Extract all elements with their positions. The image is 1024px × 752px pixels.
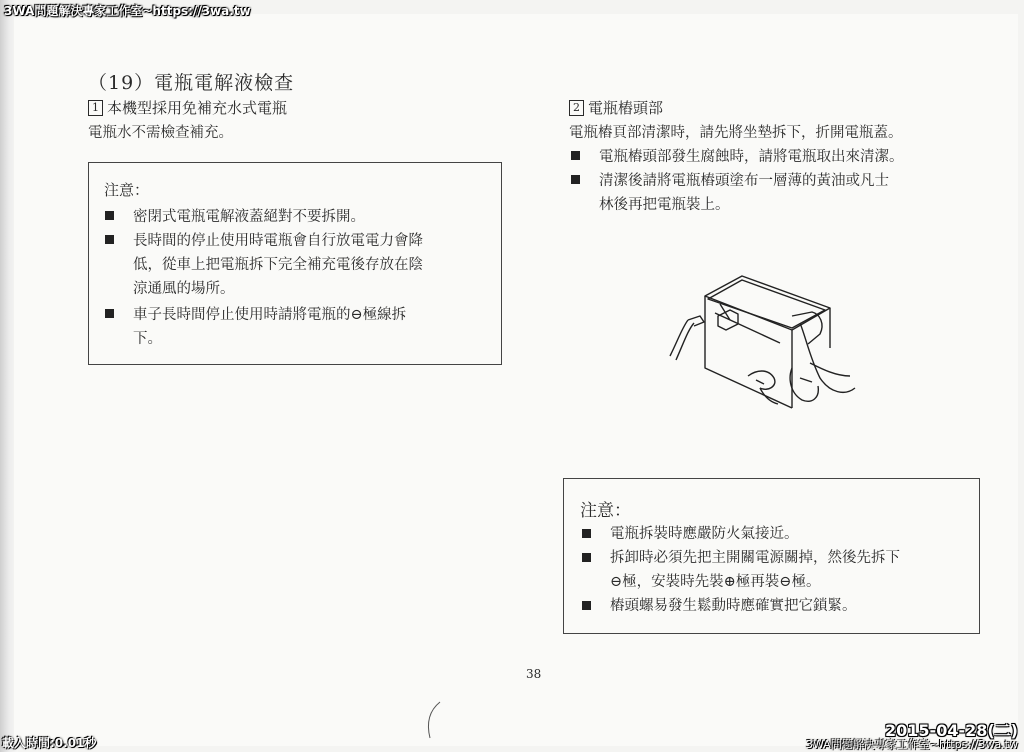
notice-left-line-3: 低，從車上把電瓶拆下完全補充電後存放在陰 — [133, 257, 423, 273]
notice-right-line-2: 拆卸時必須先把主開關電源關掉，然後先拆下 — [610, 550, 900, 566]
section2-heading — [569, 97, 663, 118]
section2-heading-text: 電瓶樁頭部 — [588, 99, 664, 117]
page-title: （19）電瓶電解液檢查 — [88, 72, 295, 94]
bullet-square — [105, 235, 114, 244]
notice-left-line-1: 密閉式電瓶電解液蓋絕對不要拆開。 — [133, 209, 365, 225]
notice-left-line-5: 車子長時間停止使用時請將電瓶的⊖極線拆 — [133, 307, 407, 323]
section2-line-4: 林後再把電瓶裝上。 — [599, 197, 730, 213]
battery-terminal-illustration — [660, 268, 860, 418]
notice-title-right: 注意： — [580, 501, 631, 521]
bullet-square — [105, 211, 114, 220]
page-curl-mark — [420, 700, 450, 740]
notice-right-line-1: 電瓶拆裝時應嚴防火氣接近。 — [610, 526, 799, 542]
section2-line-2: 電瓶樁頭部發生腐蝕時，請將電瓶取出來清潔。 — [599, 149, 904, 165]
section1-text: 電瓶水不需檢查補充。 — [88, 125, 233, 141]
notice-title-left: 注意： — [104, 181, 150, 199]
section1-number-box: 1 — [88, 100, 103, 116]
section2-line-1: 電瓶樁頁部清潔時，請先將坐墊拆下，折開電瓶蓋。 — [569, 125, 903, 141]
notice-right-line-3: ⊖極，安裝時先裝⊕極再裝⊖極。 — [610, 574, 821, 590]
bullet-square — [582, 529, 591, 538]
notice-left-line-4: 涼通風的場所。 — [133, 281, 235, 297]
notice-left-line-6: 下。 — [133, 331, 162, 347]
bullet-square — [571, 175, 580, 184]
notice-left-line-2: 長時間的停止使用時電瓶會自行放電電力會降 — [133, 233, 423, 249]
section2-line-3: 清潔後請將電瓶樁頭塗布一層薄的黃油或凡士 — [599, 173, 889, 189]
notice-right-line-4: 樁頭螺易發生鬆動時應確實把它鎖緊。 — [610, 598, 857, 614]
section1-heading — [88, 97, 287, 118]
bullet-square — [105, 309, 114, 318]
bullet-square — [582, 601, 591, 610]
bullet-square — [582, 553, 591, 562]
bullet-square — [571, 151, 580, 160]
load-time-label: 載入時間:0.01秒 — [2, 736, 97, 750]
notice-box-right — [563, 478, 980, 634]
notice-box-left — [88, 162, 502, 365]
page-number: 38 — [526, 667, 542, 681]
watermark-top: 3WA問題解決專家工作室~https://3wa.tw — [4, 4, 251, 18]
watermark-bottom: 3WA問題解決專家工作室~https://3wa.tw — [806, 738, 1018, 751]
section1-heading-text: 本機型採用免補充水式電瓶 — [107, 99, 288, 117]
date-stamp: 2015-04-28(二) — [885, 721, 1018, 740]
section2-number-box: 2 — [569, 100, 584, 116]
